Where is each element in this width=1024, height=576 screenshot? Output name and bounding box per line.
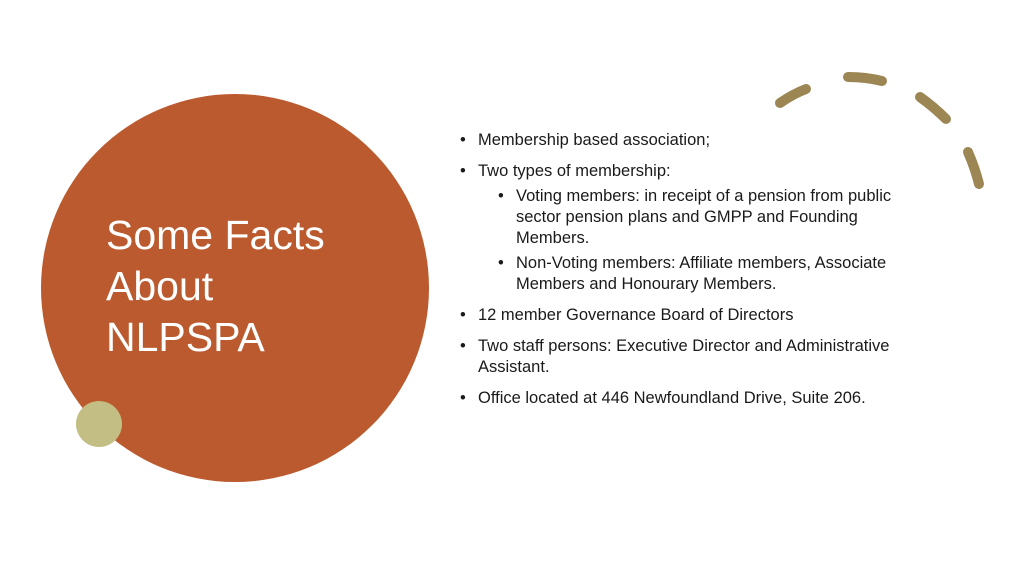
bullet-content <box>460 130 910 419</box>
title-line-3: NLPSPA <box>106 314 265 360</box>
bullet-dot-icon: • <box>460 306 466 324</box>
bullet-dot-icon: • <box>460 337 466 355</box>
title-line-2: About <box>106 263 214 309</box>
bullet-text: 12 member Governance Board of Directors <box>478 306 794 324</box>
sub-bullet-text: Non-Voting members: Affiliate members, Associate Members and Honourary Members. <box>516 254 887 293</box>
bullet-item <box>460 388 910 409</box>
bullet-item <box>460 336 910 378</box>
arc-dash-3 <box>920 97 946 119</box>
bullet-item <box>460 161 910 295</box>
sub-bullet-text: Voting members: in receipt of a pension from public sector pension plans and GMPP and Founding Members. <box>516 187 892 247</box>
bullet-text: Membership based association; <box>478 131 711 149</box>
sub-bullet-list <box>498 186 910 295</box>
bullet-dot-icon: • <box>460 131 466 149</box>
bullet-item <box>460 305 910 326</box>
bullet-dot-icon: • <box>460 389 466 407</box>
bullet-list <box>460 130 910 409</box>
title-line-1: Some Facts <box>106 212 325 258</box>
bullet-dot-icon: • <box>498 254 504 272</box>
bullet-item <box>460 130 910 151</box>
sub-bullet-item <box>498 186 910 249</box>
bullet-dot-icon: • <box>460 162 466 180</box>
arc-dash-1 <box>780 89 806 103</box>
bullet-dot-icon: • <box>498 187 504 205</box>
arc-dash-2 <box>848 77 882 81</box>
arc-dash-4 <box>968 152 979 184</box>
bullet-text: Two staff persons: Executive Director and Administrative Assistant. <box>478 337 890 376</box>
sub-bullet-item <box>498 253 910 295</box>
bullet-text: Office located at 446 Newfoundland Drive, Suite 206. <box>478 389 866 407</box>
bullet-text: Two types of membership: <box>478 162 671 180</box>
